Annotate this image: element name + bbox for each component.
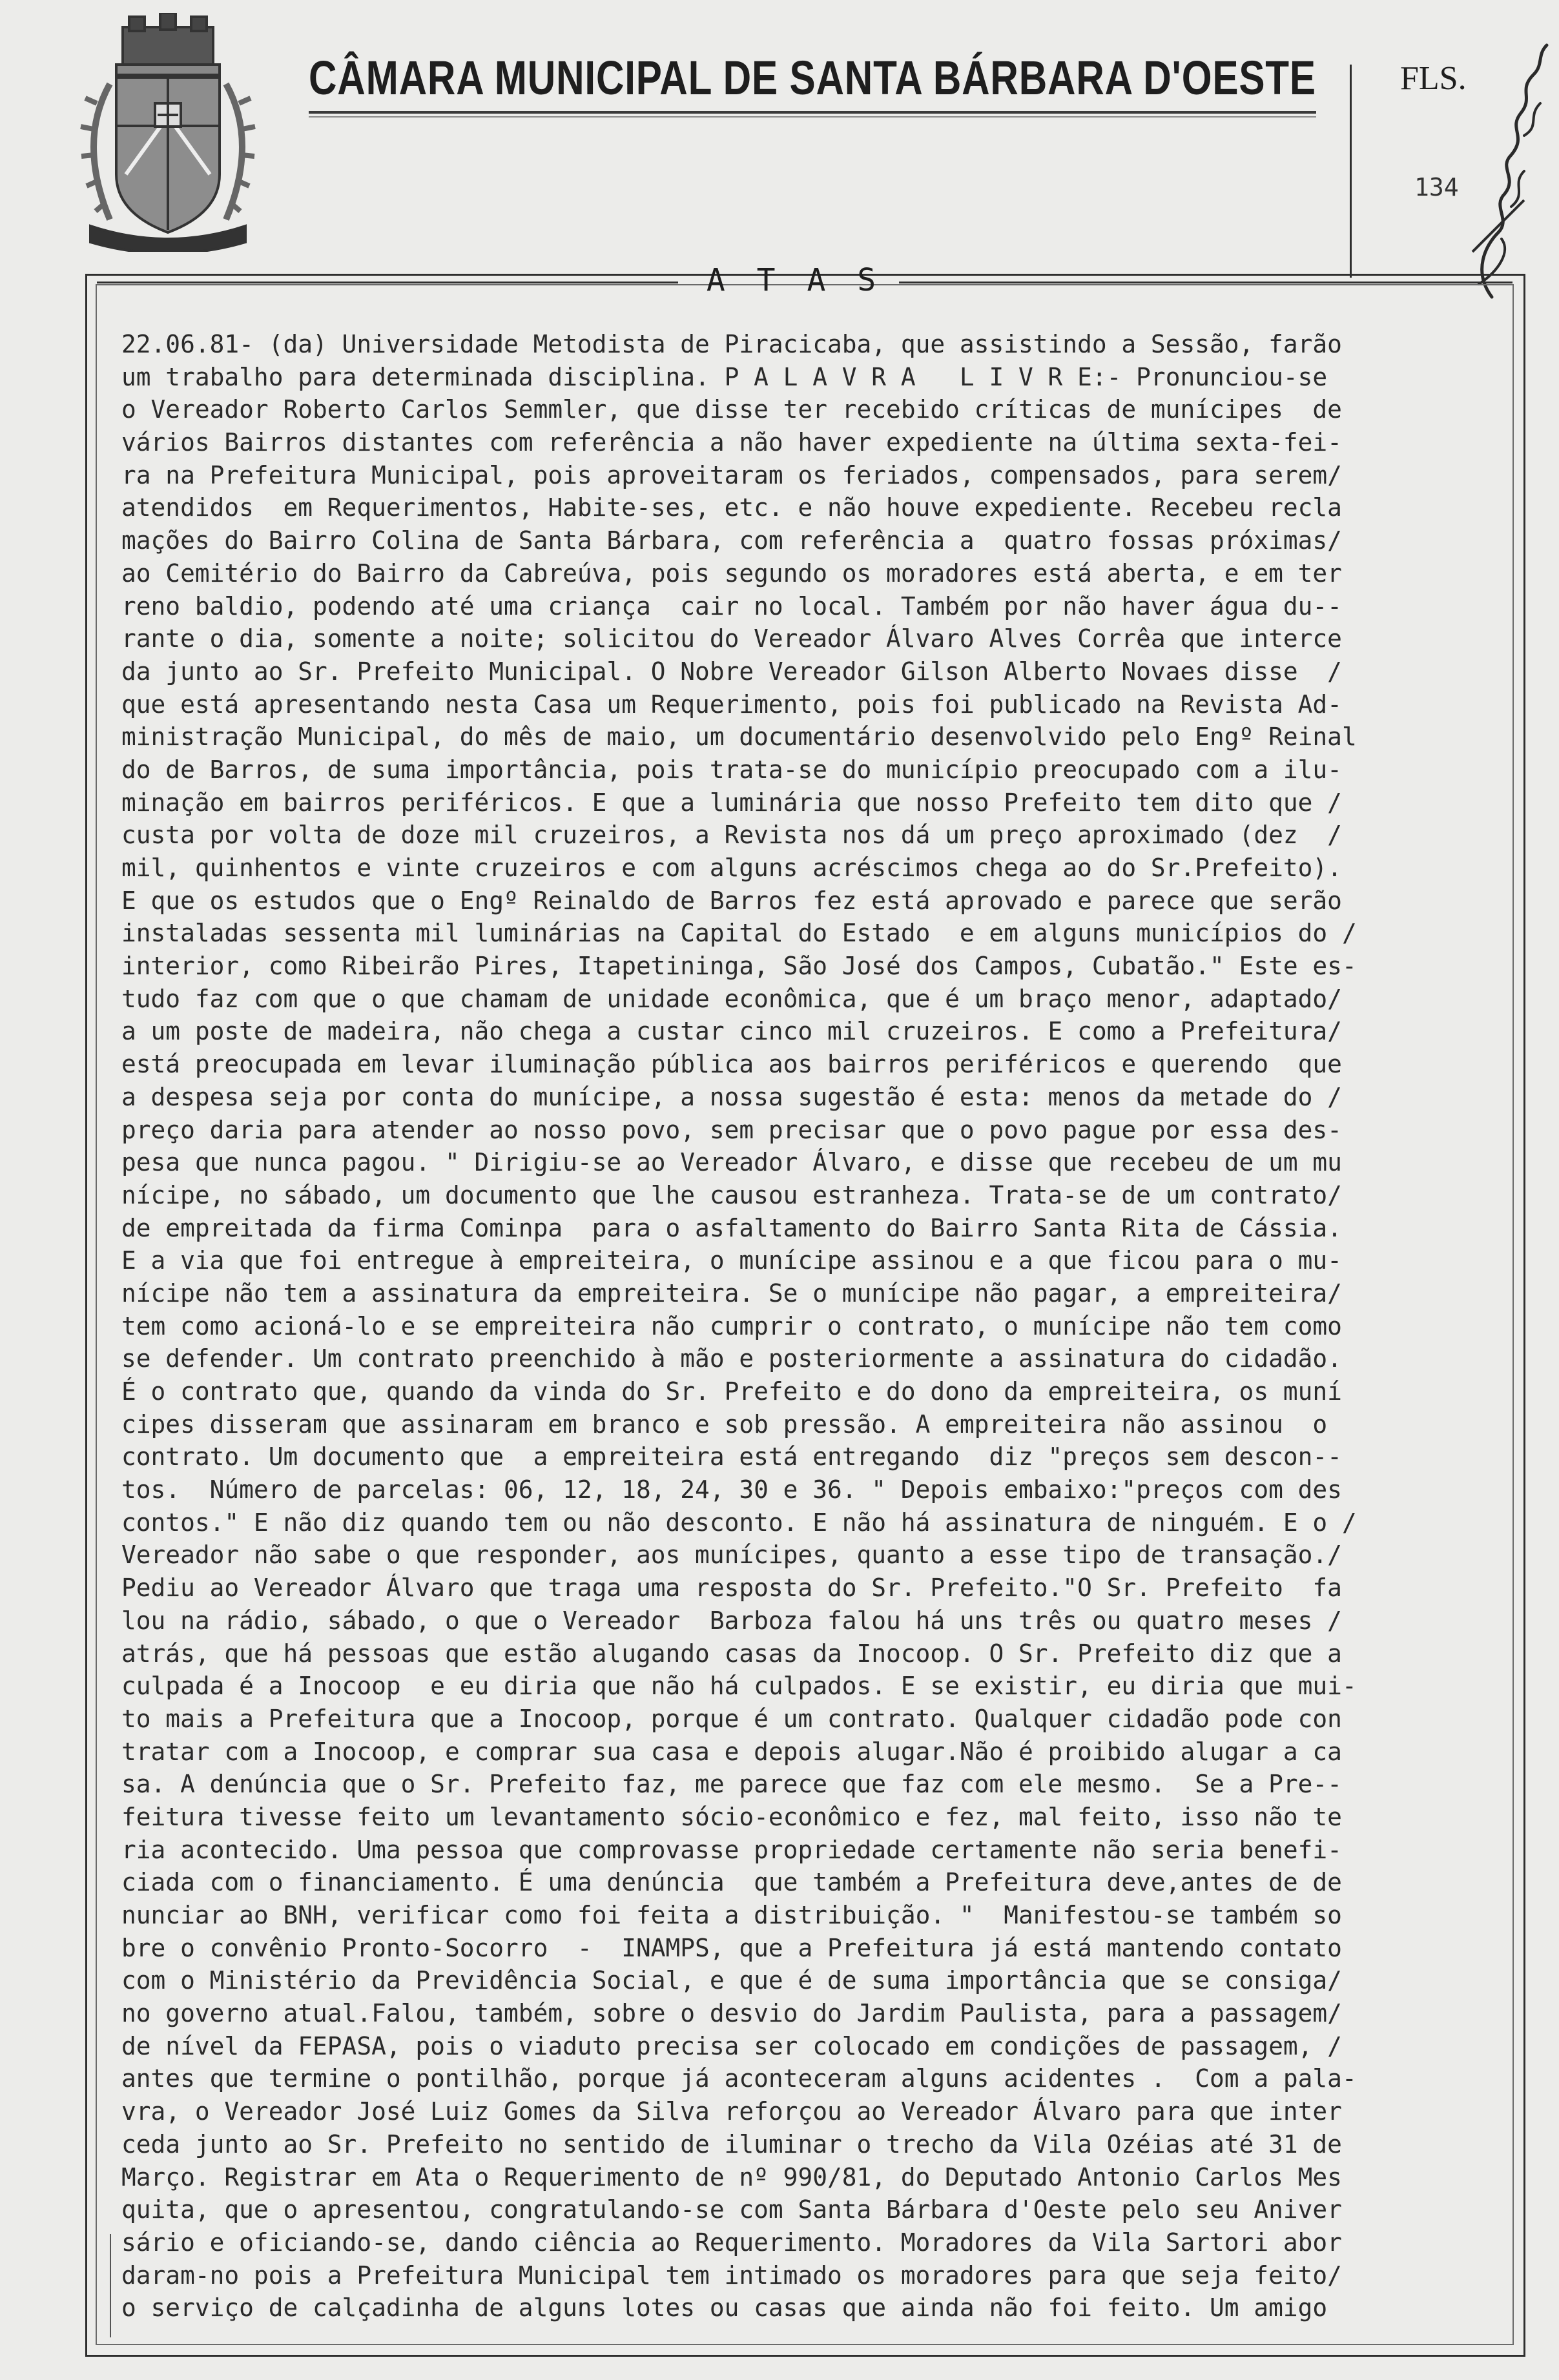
text-line: vra, o Vereador José Luiz Gomes da Silva reforçou ao Vereador Álvaro para que inter — [121, 2097, 1342, 2126]
text-line: reno baldio, podendo até uma criança cair no local. Também por não haver água du-- — [121, 591, 1342, 621]
text-line: da junto ao Sr. Prefeito Municipal. O Nobre Vereador Gilson Alberto Novaes disse / — [121, 657, 1342, 686]
section-heading: A T A S — [706, 262, 883, 298]
text-line: lou na rádio, sábado, o que o Vereador Barboza falou há uns três ou quatro meses / — [121, 1606, 1342, 1635]
title-underline-thin — [309, 116, 1316, 118]
handwritten-signature-icon — [1414, 39, 1556, 310]
text-line: de empreitada da firma Cominpa para o asfaltamento do Bairro Santa Rita de Cássia. — [121, 1213, 1342, 1242]
text-line: vários Bairros distantes com referência a não haver expediente na última sexta-fei- — [121, 428, 1342, 457]
municipal-coat-of-arms-icon — [71, 13, 265, 252]
folio-number: 134 — [1414, 173, 1459, 201]
text-line: preço daria para atender ao nosso povo, sem precisar que o povo pague por essa des- — [121, 1115, 1342, 1144]
text-line: pesa que nunca pagou. " Dirigiu-se ao Vereador Álvaro, e disse que recebeu de um mu — [121, 1148, 1342, 1177]
text-line: minação em bairros periféricos. E que a luminária que nosso Prefeito tem dito que / — [121, 788, 1342, 817]
text-line: ministração Municipal, do mês de maio, um documentário desenvolvido pelo Engº Reinal — [121, 723, 1357, 752]
text-line: que está apresentando nesta Casa um Requerimento, pois foi publicado na Revista Ad- — [121, 690, 1342, 719]
text-line: Pediu ao Vereador Álvaro que traga uma resposta do Sr. Prefeito."O Sr. Prefeito fa — [121, 1574, 1342, 1603]
text-line: mil, quinhentos e vinte cruzeiros e com alguns acréscimos chega ao do Sr.Prefeito). — [121, 854, 1342, 882]
text-line: cipes disseram que assinaram em branco e sob pressão. A empreiteira não assinou o — [121, 1410, 1328, 1439]
text-line: a despesa seja por conta do munícipe, a nossa sugestão é esta: menos da metade do / — [121, 1082, 1342, 1111]
text-line: ao Cemitério do Bairro da Cabreúva, pois segundo os moradores está aberta, e em ter — [121, 559, 1342, 588]
text-line: ceda junto ao Sr. Prefeito no sentido de iluminar o trecho da Vila Ozéias até 31 de — [121, 2129, 1342, 2159]
text-line: 22.06.81- (da) Universidade Metodista de Piracicaba, que assistindo a Sessão, farão — [121, 330, 1342, 358]
title-underline — [309, 111, 1316, 114]
text-line: É o contrato que, quando da vinda do Sr. Prefeito e do dono da empreiteira, os muní — [121, 1377, 1342, 1406]
text-line: bre o convênio Pronto-Socorro - INAMPS, que a Prefeitura já está mantendo contato — [121, 1933, 1342, 1962]
section-rule-right — [899, 282, 1513, 283]
text-line: antes que termine o pontilhão, porque já aconteceram alguns acidentes . Com a pala- — [121, 2064, 1357, 2093]
text-line: ra na Prefeitura Municipal, pois aproveitaram os feriados, compensados, para serem/ — [121, 460, 1342, 489]
text-line: E a via que foi entregue à empreiteira, o munícipe assinou e a que ficou para o mu- — [121, 1246, 1342, 1275]
text-line: daram-no pois a Prefeitura Municipal tem intimado os moradores para que seja feito/ — [121, 2261, 1342, 2290]
text-line: tem como acioná-lo e se empreiteira não cumprir o contrato, o munícipe não tem como — [121, 1311, 1342, 1340]
folio-divider — [1350, 65, 1352, 278]
text-line: E que os estudos que o Engº Reinaldo de Barros fez está aprovado e parece que serão — [121, 886, 1342, 915]
text-line: do de Barros, de suma importância, pois trata-se do município preocupado com a ilu- — [121, 755, 1342, 784]
text-line: ciada com o financiamento. É uma denúncia que também a Prefeitura deve,antes de de — [121, 1868, 1342, 1897]
text-line: um trabalho para determinada disciplina. P A L A V R A L I V R E:- Pronunciou-se — [121, 362, 1328, 391]
text-line: de nível da FEPASA, pois o viaduto precisa ser colocado em condições de passagem, / — [121, 2031, 1342, 2060]
text-line: feitura tivesse feito um levantamento sócio-econômico e fez, mal feito, isso não te — [121, 1802, 1342, 1831]
text-line: contos." E não diz quando tem ou não desconto. E não há assinatura de ninguém. E o / — [121, 1508, 1357, 1537]
text-line: nunciar ao BNH, verificar como foi feita a distribuição. " Manifestou-se também so — [121, 1901, 1342, 1929]
margin-mark — [110, 2234, 111, 2337]
text-line: mações do Bairro Colina de Santa Bárbara, com referência a quatro fossas próximas/ — [121, 526, 1342, 555]
text-line: com o Ministério da Previdência Social, e que é de suma importância que se consiga/ — [121, 1966, 1342, 1995]
text-line: culpada é a Inocoop e eu diria que não há culpados. E se existir, eu diria que mui- — [121, 1672, 1357, 1701]
text-line: interior, como Ribeirão Pires, Itapetininga, São José dos Campos, Cubatão." Este es- — [121, 952, 1357, 981]
text-line: se defender. Um contrato preenchido à mão e posteriormente a assinatura do cidadão. — [121, 1344, 1342, 1373]
text-line: está preocupada em levar iluminação pública aos bairros periféricos e querendo que — [121, 1050, 1342, 1079]
text-line: ria acontecido. Uma pessoa que comprovasse propriedade certamente não seria benefi- — [121, 1835, 1342, 1864]
folio-label: FLS. — [1400, 60, 1467, 97]
text-line: to mais a Prefeitura que a Inocoop, porque é um contrato. Qualquer cidadão pode con — [121, 1704, 1342, 1733]
text-line: nícipe não tem a assinatura da empreiteira. Se o munícipe não pagar, a empreiteira/ — [121, 1278, 1342, 1308]
text-line: nícipe, no sábado, um documento que lhe causou estranheza. Trata-se de um contrato/ — [121, 1180, 1342, 1209]
text-line: atrás, que há pessoas que estão alugando casas da Inocoop. O Sr. Prefeito diz que a — [121, 1639, 1342, 1668]
text-line: tratar com a Inocoop, e comprar sua casa e depois alugar.Não é proibido alugar a ca — [121, 1737, 1342, 1766]
section-rule-left — [97, 282, 678, 283]
text-line: Vereador não sabe o que responder, aos munícipes, quanto a esse tipo de transação./ — [121, 1541, 1342, 1570]
text-line: tos. Número de parcelas: 06, 12, 18, 24, 30 e 36. " Depois embaixo:"preços com des — [121, 1475, 1342, 1504]
text-line: atendidos em Requerimentos, Habite-ses, etc. e não houve expediente. Recebeu recla — [121, 493, 1342, 522]
text-line: instaladas sessenta mil luminárias na Capital do Estado e em alguns municípios do / — [121, 919, 1357, 948]
text-line: contrato. Um documento que a empreiteira está entregando diz "preços sem descon-- — [121, 1442, 1342, 1472]
text-line: quita, que o apresentou, congratulando-se com Santa Bárbara d'Oeste pelo seu Aniver — [121, 2195, 1342, 2224]
text-line: Março. Registrar em Ata o Requerimento de nº 990/81, do Deputado Antonio Carlos Mes — [121, 2162, 1342, 2191]
text-line: o serviço de calçadinha de alguns lotes ou casas que ainda não foi feito. Um amigo — [121, 2293, 1328, 2323]
text-line: tudo faz com que o que chamam de unidade econômica, que é um braço menor, adaptado/ — [121, 984, 1342, 1013]
text-line: a um poste de madeira, não chega a custar cinco mil cruzeiros. E como a Prefeitura/ — [121, 1017, 1342, 1046]
text-line: rante o dia, somente a noite; solicitou do Vereador Álvaro Alves Corrêa que interce — [121, 624, 1342, 653]
minutes-body — [121, 328, 1491, 2324]
chamber-title: CÂMARA MUNICIPAL DE SANTA BÁRBARA D'OESTE — [309, 51, 1316, 105]
text-line: sário e oficiando-se, dando ciência ao Requerimento. Moradores da Vila Sartori abor — [121, 2228, 1342, 2257]
text-line: no governo atual.Falou, também, sobre o desvio do Jardim Paulista, para a passagem/ — [121, 1999, 1342, 2028]
text-line: sa. A denúncia que o Sr. Prefeito faz, me parece que faz com ele mesmo. Se a Pre-- — [121, 1770, 1342, 1799]
text-line: custa por volta de doze mil cruzeiros, a Revista nos dá um preço aproximado (dez / — [121, 821, 1342, 850]
text-line: o Vereador Roberto Carlos Semmler, que disse ter recebido críticas de munícipes de — [121, 395, 1342, 424]
